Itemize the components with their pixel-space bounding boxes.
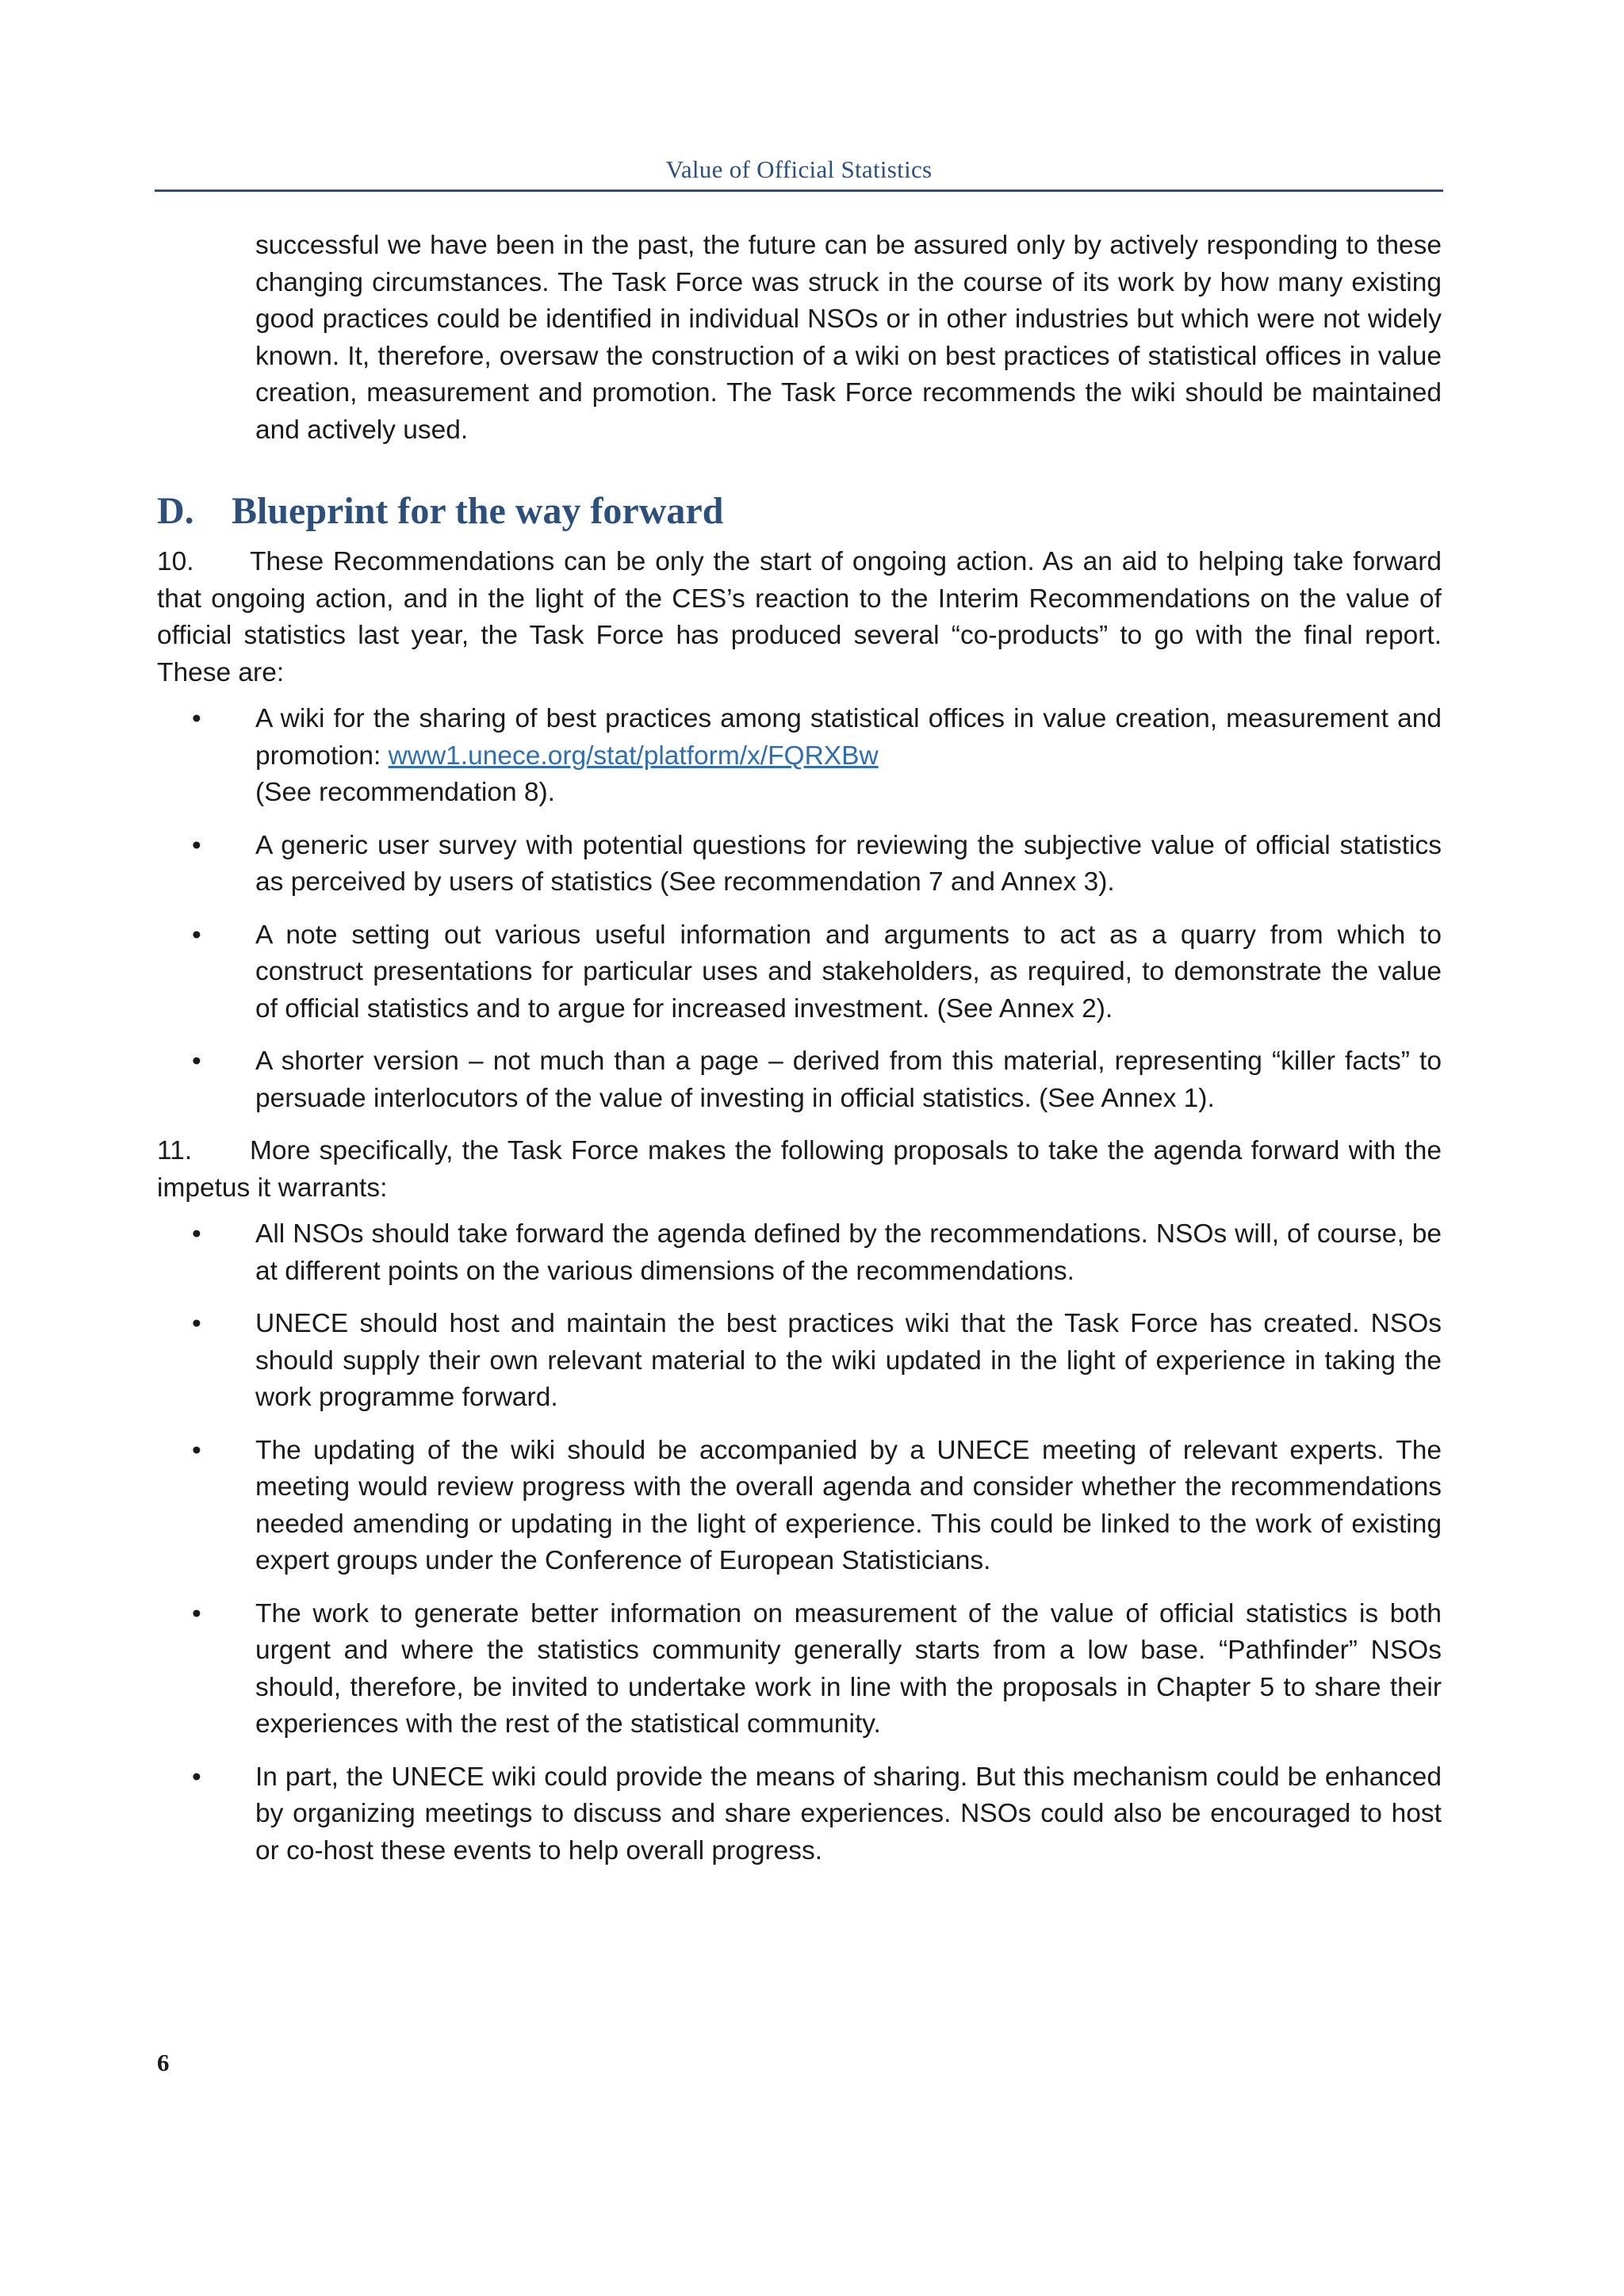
list-item: [157, 1306, 1442, 1417]
list-item-text: A wiki for the sharing of best practices among statistical offices in value creation, measurement and promotion:: [255, 704, 1442, 771]
list-item-text: In part, the UNECE wiki could provide the means of sharing. But this mechanism could be enhanced by organizing meetings to discuss and share experiences. NSOs could also be encouraged to host or co-host these events to help overall progress.: [255, 1762, 1442, 1866]
list-item: [157, 1596, 1442, 1743]
wiki-link[interactable]: www1.unece.org/stat/platform/x/FQRXBw: [388, 740, 879, 771]
list-item: [157, 1433, 1442, 1580]
intro-continuation-paragraph: successful we have been in the past, the future can be assured only by actively responding to these changing circumstances. The Task Force was struck in the course of its work by how many existing good practices could be identified in individual NSOs or in other industries but which were not widely known. It, therefore, oversaw the construction of a wiki on best practices of statistical offices in value creation, measurement and promotion. The Task Force recommends the wiki should be maintained and actively used.: [255, 231, 1442, 445]
header-divider: [155, 189, 1443, 192]
list-item: [157, 917, 1442, 1028]
running-header-title: Value of Official Statistics: [665, 155, 933, 183]
bullet-marker: •: [192, 1598, 201, 1628]
paragraph-number: 10.: [157, 547, 194, 576]
list-item-text: A shorter version – not much than a page – derived from this material, representing “killer facts” to persuade interlocutors of the value of investing in official statistics. (See Annex 1).: [255, 1047, 1442, 1113]
bullet-marker: •: [192, 1309, 201, 1338]
list-item-text: A note setting out various useful information and arguments to act as a quarry from which to construct presentations for particular uses and stakeholders, as required, to demonstrate the value of official statistics and to argue for increased investment. (See Annex 2).: [255, 920, 1442, 1024]
list-item: [157, 701, 1442, 812]
list-item: [157, 1216, 1442, 1290]
list-item: [157, 828, 1442, 901]
paragraph-11: [157, 1133, 1442, 1207]
list-item-text: The work to generate better information on measurement of the value of official statistics is both urgent and where the statistics community generally starts from a low base. “Pathfinder” NSOs should, therefore, be invited to undertake work in line with the proposals in Chapter 5 to share their experiences with the rest of the statistical community.: [255, 1598, 1442, 1739]
bullet-marker: •: [192, 1219, 201, 1249]
list-item-text: All NSOs should take forward the agenda defined by the recommendations. NSOs will, of course, be at different points on the various dimensions of the recommendations.: [255, 1219, 1442, 1286]
paragraph-text: These Recommendations can be only the start of ongoing action. As an aid to helping take forward that ongoing action, and in the light of the CES’s reaction to the Interim Recommendations on the value of official statistics last year, the Task Force has produced several “co-products” to go with the final report. These are:: [157, 547, 1442, 687]
bullet-marker: •: [192, 1435, 201, 1465]
paragraph-10: [157, 544, 1442, 691]
section-letter: D.: [157, 490, 194, 532]
section-heading: [157, 485, 1442, 538]
section-title: Blueprint for the way forward: [232, 490, 724, 532]
list-item-text: A generic user survey with potential questions for reviewing the subjective value of official statistics as perceived by users of statistics (See recommendation 7 and Annex 3).: [255, 830, 1442, 897]
page-content: [157, 228, 1442, 1885]
paragraph-number: 11.: [157, 1136, 193, 1165]
page-number: 6: [157, 2049, 170, 2076]
list-item-text: The updating of the wiki should be accompanied by a UNECE meeting of relevant experts. The meeting would review progress with the overall agenda and consider whether the recommendations needed amending or updating in the light of experience. This could be linked to the work of existing expert groups under the Conference of European Statisticians.: [255, 1435, 1442, 1575]
paragraph-text: More specifically, the Task Force makes the following proposals to take the agenda forward with the impetus it warrants:: [157, 1136, 1442, 1203]
list-item: [157, 1043, 1442, 1117]
co-products-list: [157, 701, 1442, 1117]
bullet-marker: •: [192, 830, 201, 860]
bullet-marker: •: [192, 1762, 201, 1792]
bullet-marker: •: [192, 920, 201, 950]
list-item: [157, 1759, 1442, 1870]
list-item-text: UNECE should host and maintain the best practices wiki that the Task Force has created. NSOs should supply their own relevant material to the wiki updated in the light of experience in taking the work programme forward.: [255, 1309, 1442, 1412]
list-item-text-after: (See recommendation 8).: [255, 778, 555, 807]
bullet-marker: •: [192, 704, 201, 733]
bullet-marker: •: [192, 1047, 201, 1076]
proposals-list: [157, 1216, 1442, 1869]
